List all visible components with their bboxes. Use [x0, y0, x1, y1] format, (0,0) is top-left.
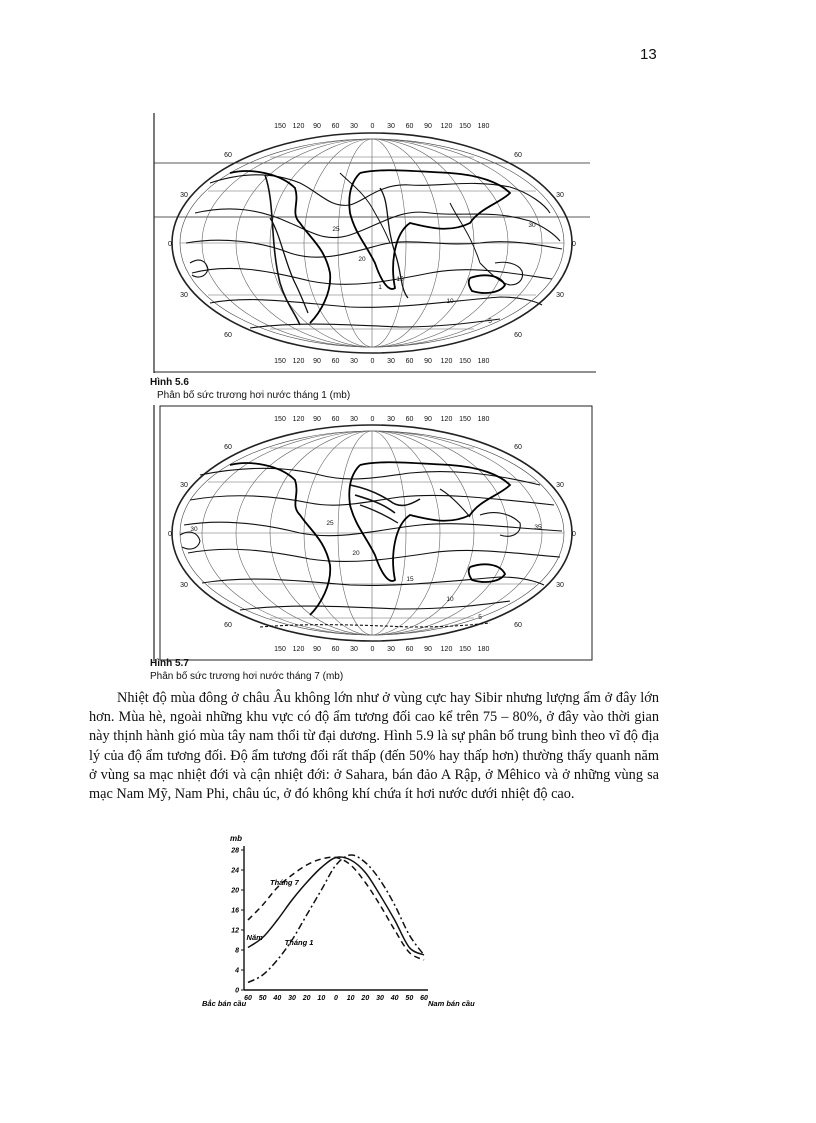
latitude-label-right: 30 — [556, 292, 564, 299]
chart-svg — [196, 830, 480, 1012]
y-tick-label: 24 — [231, 867, 239, 875]
latitude-label-right: 60 — [514, 444, 522, 451]
longitude-label-top: 0 — [370, 416, 375, 423]
longitude-label-bottom: 30 — [350, 646, 358, 653]
x-tick-label: 30 — [288, 995, 296, 1002]
x-tick-label: 10 — [346, 995, 355, 1002]
longitude-label-bottom: 90 — [424, 358, 432, 365]
isoline-label: 20 — [352, 550, 360, 557]
longitude-label-bottom: 30 — [350, 358, 358, 365]
series-label: Năm — [246, 933, 263, 942]
longitude-label-top: 90 — [424, 123, 432, 130]
longitude-label-top: 120 — [440, 416, 453, 423]
longitude-label-top: 90 — [313, 416, 321, 423]
latitude-label-left: 30 — [180, 192, 188, 199]
longitude-label-bottom: 60 — [331, 358, 340, 365]
x-tick-label: 50 — [258, 995, 267, 1002]
isoline-label: 5 — [478, 614, 482, 621]
longitude-label-top: 60 — [331, 123, 340, 130]
longitude-label-bottom: 90 — [313, 646, 321, 653]
longitude-label-top: 150 — [459, 123, 471, 130]
longitude-label-bottom: 120 — [292, 646, 305, 653]
latitude-label-right: 0 — [572, 241, 576, 248]
latitude-label-left: 60 — [224, 444, 232, 451]
latitude-label-left: 60 — [224, 152, 232, 159]
x-tick-label: 0 — [334, 995, 338, 1002]
series-line — [248, 857, 424, 955]
longitude-label-bottom: 60 — [405, 646, 414, 653]
y-tick-label: 4 — [235, 967, 239, 975]
y-tick-label: 8 — [235, 947, 239, 955]
longitude-label-bottom: 120 — [292, 358, 305, 365]
series-label: Tháng 7 — [270, 878, 299, 887]
map-january-vapor-pressure — [150, 113, 596, 373]
isoline-label: 15 — [396, 276, 404, 283]
x-tick-label: 30 — [376, 995, 384, 1002]
y-tick-label: 20 — [231, 887, 239, 895]
longitude-label-top: 30 — [387, 416, 395, 423]
figure-5-6-caption: Phân bố sức trương hơi nước tháng 1 (mb) — [157, 390, 351, 401]
x-tick-label: 60 — [420, 995, 428, 1002]
isoline-label: 1 — [378, 284, 382, 291]
y-tick-label: 28 — [231, 847, 239, 855]
series-line — [248, 857, 424, 960]
longitude-label-top: 30 — [350, 416, 358, 423]
latitude-label-left: 0 — [168, 241, 172, 248]
latitude-label-right: 30 — [556, 192, 564, 199]
latitude-vapor-chart — [196, 830, 480, 1012]
y-tick-label: 12 — [231, 927, 239, 935]
longitude-label-top: 90 — [313, 123, 321, 130]
longitude-label-bottom: 0 — [370, 646, 375, 653]
x-tick-label: 60 — [244, 995, 252, 1002]
longitude-label-top: 180 — [477, 123, 490, 130]
series-line — [248, 855, 424, 983]
longitude-label-bottom: 0 — [370, 358, 375, 365]
isoline-label: 15 — [406, 576, 414, 583]
latitude-label-right: 30 — [556, 582, 564, 589]
longitude-label-top: 120 — [292, 416, 305, 423]
longitude-label-bottom: 90 — [313, 358, 321, 365]
longitude-label-bottom: 60 — [331, 646, 340, 653]
figure-5-7 — [150, 405, 596, 661]
longitude-label-bottom: 180 — [477, 646, 490, 653]
longitude-label-top: 90 — [424, 416, 432, 423]
longitude-label-top: 120 — [440, 123, 453, 130]
longitude-label-bottom: 150 — [459, 646, 471, 653]
longitude-label-bottom: 150 — [274, 646, 286, 653]
latitude-label-left: 30 — [180, 292, 188, 299]
isoline-label: 35 — [534, 524, 542, 531]
longitude-label-bottom: 120 — [440, 358, 453, 365]
y-tick-label: 0 — [235, 987, 239, 995]
x-tick-label: 20 — [361, 995, 370, 1002]
longitude-label-bottom: 30 — [387, 646, 395, 653]
latitude-label-right: 60 — [514, 152, 522, 159]
isoline-label: 25 — [326, 520, 334, 527]
latitude-label-left: 0 — [168, 531, 172, 538]
longitude-label-bottom: 120 — [440, 646, 453, 653]
longitude-label-top: 150 — [274, 416, 286, 423]
longitude-label-bottom: 150 — [274, 358, 286, 365]
figure-5-6 — [150, 113, 596, 373]
body-paragraph-block — [89, 689, 659, 804]
isoline-label: 30 — [528, 222, 536, 229]
latitude-label-right: 30 — [556, 482, 564, 489]
longitude-label-top: 150 — [274, 123, 286, 130]
longitude-label-bottom: 180 — [477, 358, 490, 365]
y-axis-label: mb — [230, 834, 242, 843]
latitude-label-right: 60 — [514, 332, 522, 339]
longitude-label-top: 30 — [387, 123, 395, 130]
series-label: Tháng 1 — [284, 938, 314, 947]
latitude-label-left: 60 — [224, 622, 232, 629]
longitude-label-top: 0 — [370, 123, 375, 130]
x-tick-label: 10 — [317, 995, 326, 1002]
latitude-label-right: 60 — [514, 622, 522, 629]
longitude-label-top: 120 — [292, 123, 305, 130]
figure-5-7-caption: Phân bố sức trương hơi nước tháng 7 (mb) — [150, 671, 344, 682]
page-number: 13 — [640, 46, 657, 63]
longitude-label-top: 30 — [350, 123, 358, 130]
longitude-label-top: 60 — [405, 416, 414, 423]
latitude-label-left: 60 — [224, 332, 232, 339]
y-tick-label: 16 — [231, 907, 239, 915]
longitude-label-top: 180 — [477, 416, 490, 423]
longitude-label-bottom: 90 — [424, 646, 432, 653]
longitude-label-top: 150 — [459, 416, 471, 423]
x-tick-label: 40 — [273, 995, 282, 1002]
isoline-label: 10 — [446, 298, 454, 305]
x-tick-label: 40 — [390, 995, 399, 1002]
longitude-label-top: 60 — [331, 416, 340, 423]
map-july-vapor-pressure — [150, 405, 596, 661]
longitude-label-bottom: 60 — [405, 358, 414, 365]
isoline-label: 5 — [488, 318, 492, 325]
x-tick-label: 50 — [405, 995, 414, 1002]
isoline-label: 20 — [358, 256, 366, 263]
latitude-label-left: 30 — [180, 482, 188, 489]
x-tick-label: 20 — [302, 995, 311, 1002]
x-axis-label-right: Nam bán cầu — [428, 999, 475, 1008]
isoline-label: 10 — [446, 596, 454, 603]
longitude-label-top: 60 — [405, 123, 414, 130]
latitude-label-right: 0 — [572, 531, 576, 538]
figure-5-7-label: Hình 5.7 — [150, 658, 189, 669]
isoline-label: 25 — [332, 226, 340, 233]
latitude-label-left: 30 — [180, 582, 188, 589]
isoline-label: 30 — [190, 526, 198, 533]
figure-5-6-label: Hình 5.6 — [150, 377, 189, 388]
x-axis-label-left: Bắc bán cầu — [202, 999, 247, 1008]
longitude-label-bottom: 30 — [387, 358, 395, 365]
body-paragraph: Nhiệt độ mùa đông ở châu Âu không lớn như ở vùng cực hay Sibir nhưng lượng ẩm ở đây lớn hơn. Mùa hè, ngoài những khu vực có độ ẩm tương đối cao kể trên 75 – 80%, ở đây vào thời gian này thịnh hành gió mùa tây nam thổi từ đại dương. Hình 5.9 là sự phân bố trung bình theo vĩ độ địa lý của độ ẩm tương đối. Độ ẩm tương đối rất thấp (đến 50% hay thấp hơn) thường thấy quanh năm ở vùng sa mạc nhiệt đới và cận nhiệt đới: ở Sahara, bán đảo A Rập, ở Mêhico và ở những vùng sa mạc Nam Mỹ, Nam Phi, châu úc, ở đó không khí chứa ít hơi nước dưới nhiệt độ cao. — [89, 690, 659, 803]
longitude-label-bottom: 150 — [459, 358, 471, 365]
